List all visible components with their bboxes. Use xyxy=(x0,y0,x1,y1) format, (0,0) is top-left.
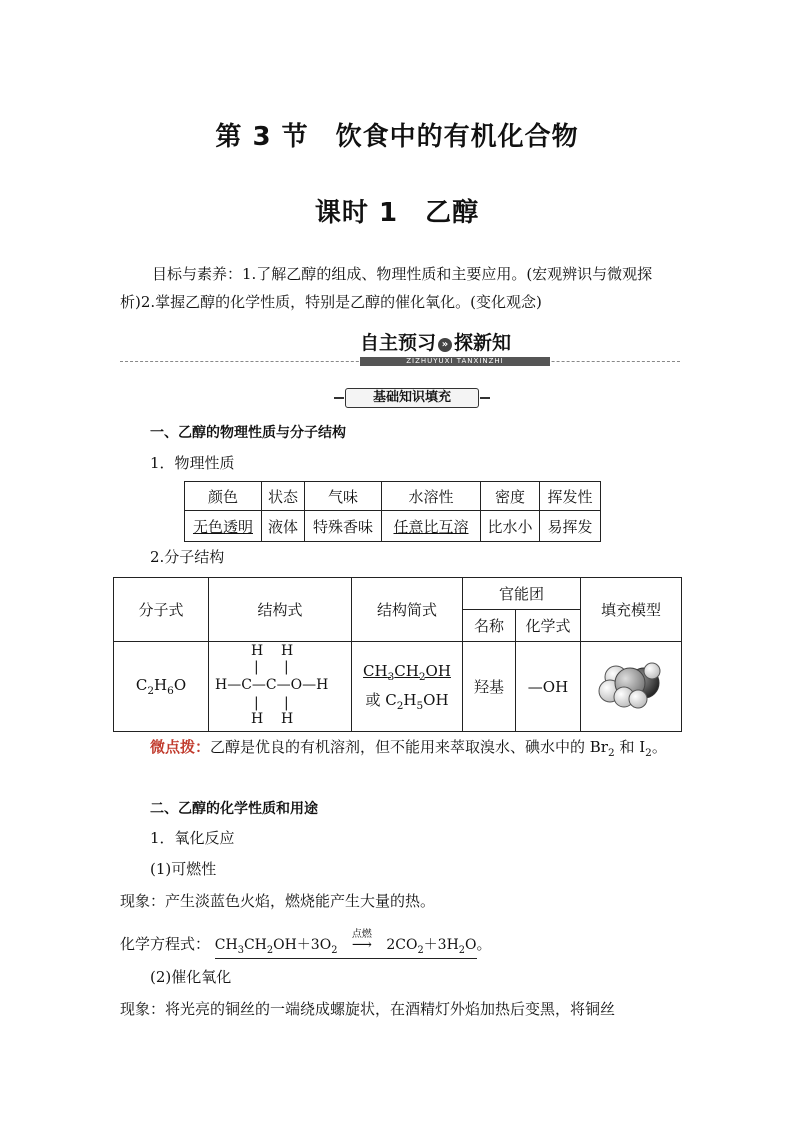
tip-paragraph xyxy=(150,733,680,767)
section1-heading: 一、乙醇的物理性质与分子结构 xyxy=(150,425,346,441)
space-filling-model xyxy=(581,642,682,732)
oxidation-heading: 1．氧化反应 xyxy=(150,829,235,847)
equation-products: $2CO_2+3H_2O$ xyxy=(386,937,477,956)
molecular-structure-table xyxy=(113,577,682,732)
bond: | xyxy=(284,658,289,675)
structure-heading: 2.分子结构 xyxy=(150,548,225,566)
table-cell: 比水小 xyxy=(481,511,540,542)
section2-heading: 二、乙醇的化学性质和用途 xyxy=(150,801,318,817)
physical-props-heading: 1．物理性质 xyxy=(150,454,235,472)
atom-h: H xyxy=(251,642,264,659)
table-header: 挥发性 xyxy=(540,482,601,511)
combustion-phenomenon: 现象：产生淡蓝色火焰，燃烧能产生大量的热。 xyxy=(120,892,436,910)
combustion-equation xyxy=(214,929,477,959)
double-chevron-icon: » xyxy=(438,338,452,352)
table-header: 名称 xyxy=(463,610,516,642)
physical-props-table xyxy=(184,481,601,542)
structural-formula-cell xyxy=(209,642,352,732)
catalytic-phenomenon: 现象：将光亮的铜丝的一端绕成螺旋状，在酒精灯外焰加热后变黑，将铜丝 xyxy=(120,1000,616,1018)
reaction-arrow xyxy=(342,929,382,953)
simplified-formula: $CH_3CH_2OH$ 或 $C_2H_5OH$ xyxy=(352,642,463,732)
atom-h: H xyxy=(281,642,294,659)
table-header: 颜色 xyxy=(185,482,262,511)
tip-label: 微点拨： xyxy=(150,738,211,756)
atom-h: H xyxy=(251,710,264,727)
table-header: 官能团 xyxy=(463,578,581,610)
molecular-formula: $C_2H_6O$ xyxy=(114,642,209,732)
atom-chain: H—C—C—O—H xyxy=(215,676,329,693)
equation-label: 化学方程式： xyxy=(120,935,211,953)
table-header: 化学式 xyxy=(516,610,581,642)
table-cell: 无色透明 xyxy=(185,511,262,542)
table-cell: 任意比互溶 xyxy=(382,511,481,542)
table-header: 分子式 xyxy=(114,578,209,642)
bond: | xyxy=(254,694,259,711)
bond: | xyxy=(254,658,259,675)
table-header: 密度 xyxy=(481,482,540,511)
molecule-model-icon xyxy=(596,657,666,713)
table-cell: 液体 xyxy=(262,511,305,542)
table-header: 填充模型 xyxy=(581,578,682,642)
banner-right-text: 探新知 xyxy=(454,332,512,354)
catalytic-item: (2)催化氧化 xyxy=(150,968,232,986)
structural-formula xyxy=(215,643,345,731)
learning-goals: 目标与素养：1.了解乙醇的组成、物理性质和主要应用。(宏观辨识与微观探析)2.掌握乙醇的化学性质，特别是乙醇的催化氧化。(变化观念) xyxy=(120,265,653,311)
group-formula: —OH xyxy=(516,642,581,732)
banner-left-text: 自主预习 xyxy=(360,332,437,354)
section-banner xyxy=(120,330,680,366)
table-cell: 易挥发 xyxy=(540,511,601,542)
equation-reactants: $CH_3CH_2OH+3O_2$ xyxy=(214,937,338,956)
group-name: 羟基 xyxy=(463,642,516,732)
bond: | xyxy=(284,694,289,711)
table-header: 气味 xyxy=(305,482,382,511)
reaction-condition: 点燃 xyxy=(351,929,372,940)
table-cell: 特殊香味 xyxy=(305,511,382,542)
arrow-icon: ⟶ xyxy=(351,937,372,953)
section-tag: 基础知识填充 xyxy=(345,388,479,408)
table-header: 结构式 xyxy=(209,578,352,642)
table-header: 状态 xyxy=(262,482,305,511)
lesson-title: 课时 1 乙醇 xyxy=(314,198,480,228)
tip-text: 乙醇是优良的有机溶剂，但不能用来萃取溴水、碘水中的 $Br_2$ 和 $I_2$。 xyxy=(210,738,667,759)
combustion-item: (1)可燃性 xyxy=(150,860,217,878)
equation-end: 。 xyxy=(476,935,492,953)
table-header: 水溶性 xyxy=(382,482,481,511)
atom-h: H xyxy=(281,710,294,727)
page-title: 第 3 节 饮食中的有机化合物 xyxy=(215,122,579,152)
table-header: 结构简式 xyxy=(352,578,463,642)
equation-line xyxy=(120,929,492,959)
banner-pinyin: ZIZHUYUXI TANXINZHI xyxy=(360,357,550,366)
